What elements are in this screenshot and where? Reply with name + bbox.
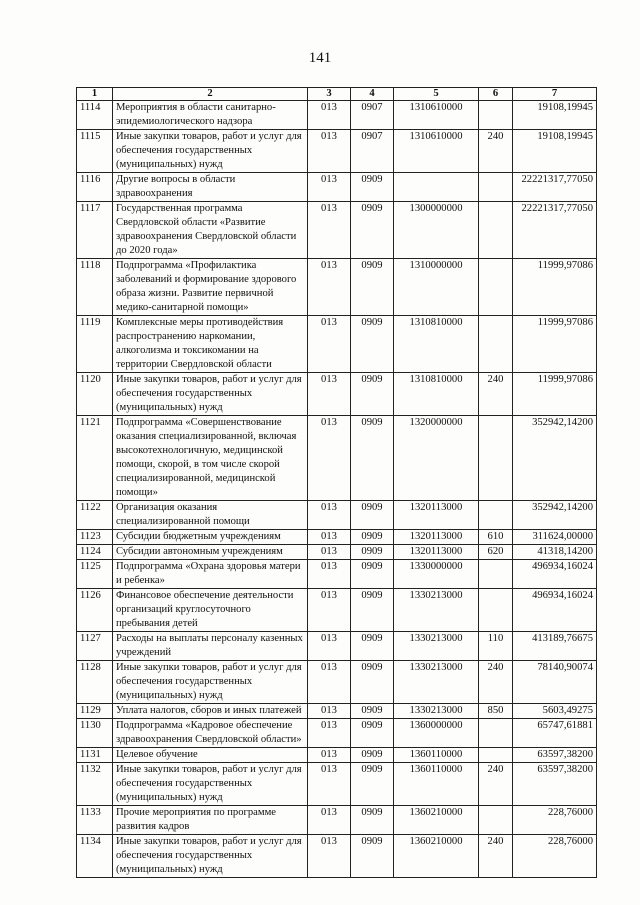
table-row: [77, 835, 597, 878]
row-name-cell: Прочие мероприятия по программе развития кадров: [113, 806, 308, 835]
row-amount-cell: 19108,19945: [513, 130, 597, 173]
row-ministry-code-cell: 013: [308, 560, 351, 589]
row-expense-type-cell: [479, 748, 513, 763]
row-amount-cell: 413189,76675: [513, 632, 597, 661]
row-name-cell: Иные закупки товаров, работ и услуг для обеспечения государственных (муниципальных) нужд: [113, 763, 308, 806]
row-ministry-code-cell: 013: [308, 719, 351, 748]
row-target-code-cell: 1360110000: [394, 748, 479, 763]
row-ministry-code-cell: 013: [308, 130, 351, 173]
row-number-cell: 1114: [77, 101, 113, 130]
table-row: [77, 589, 597, 632]
row-amount-cell: 352942,14200: [513, 416, 597, 501]
table-row: [77, 806, 597, 835]
row-target-code-cell: 1330213000: [394, 704, 479, 719]
row-section-code-cell: 0909: [351, 835, 394, 878]
row-number-cell: 1128: [77, 661, 113, 704]
row-name-cell: Иные закупки товаров, работ и услуг для обеспечения государственных (муниципальных) нужд: [113, 373, 308, 416]
row-expense-type-cell: 240: [479, 373, 513, 416]
row-ministry-code-cell: 013: [308, 589, 351, 632]
row-amount-cell: 228,76000: [513, 806, 597, 835]
row-expense-type-cell: 620: [479, 545, 513, 560]
row-target-code-cell: [394, 173, 479, 202]
row-number-cell: 1124: [77, 545, 113, 560]
row-amount-cell: 11999,97086: [513, 316, 597, 373]
budget-table: [76, 87, 597, 878]
row-amount-cell: 22221317,77050: [513, 202, 597, 259]
row-section-code-cell: 0909: [351, 501, 394, 530]
row-section-code-cell: 0909: [351, 316, 394, 373]
row-name-cell: Расходы на выплаты персоналу казенных учреждений: [113, 632, 308, 661]
row-target-code-cell: 1320113000: [394, 530, 479, 545]
row-section-code-cell: 0909: [351, 373, 394, 416]
row-section-code-cell: 0909: [351, 545, 394, 560]
row-amount-cell: 352942,14200: [513, 501, 597, 530]
row-amount-cell: 78140,90074: [513, 661, 597, 704]
row-section-code-cell: 0909: [351, 202, 394, 259]
row-target-code-cell: 1330213000: [394, 589, 479, 632]
row-amount-cell: 63597,38200: [513, 748, 597, 763]
row-number-cell: 1117: [77, 202, 113, 259]
row-number-cell: 1123: [77, 530, 113, 545]
table-body: [77, 101, 597, 878]
row-target-code-cell: 1310000000: [394, 259, 479, 316]
row-name-cell: Подпрограмма «Охрана здоровья матери и ребенка»: [113, 560, 308, 589]
row-ministry-code-cell: 013: [308, 704, 351, 719]
row-section-code-cell: 0909: [351, 560, 394, 589]
row-expense-type-cell: [479, 259, 513, 316]
table-row: [77, 530, 597, 545]
table-row: [77, 704, 597, 719]
header-row: [77, 88, 597, 101]
row-name-cell: Другие вопросы в области здравоохранения: [113, 173, 308, 202]
row-name-cell: Субсидии автономным учреждениям: [113, 545, 308, 560]
row-expense-type-cell: [479, 173, 513, 202]
header-cell: 2: [113, 88, 308, 101]
table-row: [77, 560, 597, 589]
row-name-cell: Уплата налогов, сборов и иных платежей: [113, 704, 308, 719]
row-target-code-cell: 1310610000: [394, 130, 479, 173]
row-amount-cell: 5603,49275: [513, 704, 597, 719]
row-target-code-cell: 1320113000: [394, 545, 479, 560]
row-ministry-code-cell: 013: [308, 661, 351, 704]
table-row: [77, 501, 597, 530]
table-row: [77, 719, 597, 748]
row-number-cell: 1119: [77, 316, 113, 373]
table-row: [77, 632, 597, 661]
row-target-code-cell: 1330213000: [394, 632, 479, 661]
row-expense-type-cell: [479, 560, 513, 589]
row-expense-type-cell: 240: [479, 763, 513, 806]
header-cell: 7: [513, 88, 597, 101]
row-number-cell: 1115: [77, 130, 113, 173]
row-name-cell: Подпрограмма «Профилактика заболеваний и формирование здорового образа жизни. Развитие первичной медико-санитарной помощи»: [113, 259, 308, 316]
row-expense-type-cell: 240: [479, 661, 513, 704]
row-section-code-cell: 0909: [351, 763, 394, 806]
header-cell: 5: [394, 88, 479, 101]
row-amount-cell: 496934,16024: [513, 589, 597, 632]
row-number-cell: 1121: [77, 416, 113, 501]
row-target-code-cell: 1300000000: [394, 202, 479, 259]
table-row: [77, 763, 597, 806]
row-ministry-code-cell: 013: [308, 373, 351, 416]
row-section-code-cell: 0907: [351, 130, 394, 173]
row-amount-cell: 22221317,77050: [513, 173, 597, 202]
row-section-code-cell: 0909: [351, 530, 394, 545]
header-cell: 3: [308, 88, 351, 101]
row-target-code-cell: 1310810000: [394, 316, 479, 373]
row-target-code-cell: 1310610000: [394, 101, 479, 130]
row-number-cell: 1133: [77, 806, 113, 835]
row-ministry-code-cell: 013: [308, 202, 351, 259]
table-row: [77, 259, 597, 316]
header-cell: 6: [479, 88, 513, 101]
row-expense-type-cell: 240: [479, 130, 513, 173]
row-ministry-code-cell: 013: [308, 763, 351, 806]
table-row: [77, 316, 597, 373]
row-target-code-cell: 1320113000: [394, 501, 479, 530]
row-expense-type-cell: [479, 316, 513, 373]
row-amount-cell: 311624,00000: [513, 530, 597, 545]
row-ministry-code-cell: 013: [308, 416, 351, 501]
row-amount-cell: 65747,61881: [513, 719, 597, 748]
row-number-cell: 1116: [77, 173, 113, 202]
table-row: [77, 101, 597, 130]
row-amount-cell: 41318,14200: [513, 545, 597, 560]
row-number-cell: 1132: [77, 763, 113, 806]
row-name-cell: Субсидии бюджетным учреждениям: [113, 530, 308, 545]
row-ministry-code-cell: 013: [308, 530, 351, 545]
table-row: [77, 416, 597, 501]
row-expense-type-cell: [479, 416, 513, 501]
table-row: [77, 373, 597, 416]
row-expense-type-cell: [479, 589, 513, 632]
table-row: [77, 130, 597, 173]
row-ministry-code-cell: 013: [308, 259, 351, 316]
table-row: [77, 173, 597, 202]
row-number-cell: 1129: [77, 704, 113, 719]
row-name-cell: Подпрограмма «Совершенствование оказания специализированной, включая высокотехнологичную, медицинской помощи, скорой, в том числе скорой специализированной, медицинской помощи»: [113, 416, 308, 501]
row-expense-type-cell: [479, 806, 513, 835]
row-ministry-code-cell: 013: [308, 501, 351, 530]
row-number-cell: 1130: [77, 719, 113, 748]
row-section-code-cell: 0909: [351, 719, 394, 748]
row-target-code-cell: 1360000000: [394, 719, 479, 748]
table-row: [77, 202, 597, 259]
row-section-code-cell: 0909: [351, 259, 394, 316]
row-target-code-cell: 1320000000: [394, 416, 479, 501]
row-ministry-code-cell: 013: [308, 173, 351, 202]
table-row: [77, 661, 597, 704]
row-name-cell: Иные закупки товаров, работ и услуг для обеспечения государственных (муниципальных) нужд: [113, 661, 308, 704]
row-amount-cell: 11999,97086: [513, 259, 597, 316]
row-name-cell: Комплексные меры противодействия распространению наркомании, алкоголизма и токсикомании на территории Свердловской области: [113, 316, 308, 373]
row-name-cell: Иные закупки товаров, работ и услуг для обеспечения государственных (муниципальных) нужд: [113, 835, 308, 878]
row-ministry-code-cell: 013: [308, 806, 351, 835]
row-target-code-cell: 1330000000: [394, 560, 479, 589]
row-name-cell: Подпрограмма «Кадровое обеспечение здравоохранения Свердловской области»: [113, 719, 308, 748]
row-number-cell: 1126: [77, 589, 113, 632]
row-name-cell: Мероприятия в области санитарно-эпидемиологического надзора: [113, 101, 308, 130]
row-number-cell: 1122: [77, 501, 113, 530]
row-expense-type-cell: [479, 501, 513, 530]
row-expense-type-cell: 850: [479, 704, 513, 719]
row-expense-type-cell: 240: [479, 835, 513, 878]
row-name-cell: Целевое обучение: [113, 748, 308, 763]
row-ministry-code-cell: 013: [308, 748, 351, 763]
row-section-code-cell: 0909: [351, 806, 394, 835]
row-section-code-cell: 0909: [351, 704, 394, 719]
row-target-code-cell: 1360110000: [394, 763, 479, 806]
row-number-cell: 1131: [77, 748, 113, 763]
row-amount-cell: 19108,19945: [513, 101, 597, 130]
row-target-code-cell: 1360210000: [394, 806, 479, 835]
row-name-cell: Иные закупки товаров, работ и услуг для обеспечения государственных (муниципальных) нужд: [113, 130, 308, 173]
row-number-cell: 1125: [77, 560, 113, 589]
header-cell: 4: [351, 88, 394, 101]
row-section-code-cell: 0909: [351, 632, 394, 661]
row-section-code-cell: 0909: [351, 748, 394, 763]
row-amount-cell: 228,76000: [513, 835, 597, 878]
row-number-cell: 1118: [77, 259, 113, 316]
row-section-code-cell: 0909: [351, 173, 394, 202]
row-amount-cell: 496934,16024: [513, 560, 597, 589]
row-name-cell: Финансовое обеспечение деятельности организаций круглосуточного пребывания детей: [113, 589, 308, 632]
header-cell: 1: [77, 88, 113, 101]
row-target-code-cell: 1330213000: [394, 661, 479, 704]
row-target-code-cell: 1310810000: [394, 373, 479, 416]
row-number-cell: 1120: [77, 373, 113, 416]
table-row: [77, 748, 597, 763]
row-ministry-code-cell: 013: [308, 101, 351, 130]
row-amount-cell: 11999,97086: [513, 373, 597, 416]
row-expense-type-cell: [479, 202, 513, 259]
row-section-code-cell: 0907: [351, 101, 394, 130]
row-expense-type-cell: 110: [479, 632, 513, 661]
row-section-code-cell: 0909: [351, 416, 394, 501]
row-number-cell: 1134: [77, 835, 113, 878]
row-ministry-code-cell: 013: [308, 316, 351, 373]
row-ministry-code-cell: 013: [308, 835, 351, 878]
row-number-cell: 1127: [77, 632, 113, 661]
row-target-code-cell: 1360210000: [394, 835, 479, 878]
row-expense-type-cell: [479, 719, 513, 748]
row-expense-type-cell: 610: [479, 530, 513, 545]
row-ministry-code-cell: 013: [308, 545, 351, 560]
row-section-code-cell: 0909: [351, 589, 394, 632]
page-number: 141: [308, 50, 332, 66]
row-ministry-code-cell: 013: [308, 632, 351, 661]
row-expense-type-cell: [479, 101, 513, 130]
row-name-cell: Государственная программа Свердловской области «Развитие здравоохранения Свердловской области до 2020 года»: [113, 202, 308, 259]
row-section-code-cell: 0909: [351, 661, 394, 704]
table-row: [77, 545, 597, 560]
row-amount-cell: 63597,38200: [513, 763, 597, 806]
row-name-cell: Организация оказания специализированной помощи: [113, 501, 308, 530]
